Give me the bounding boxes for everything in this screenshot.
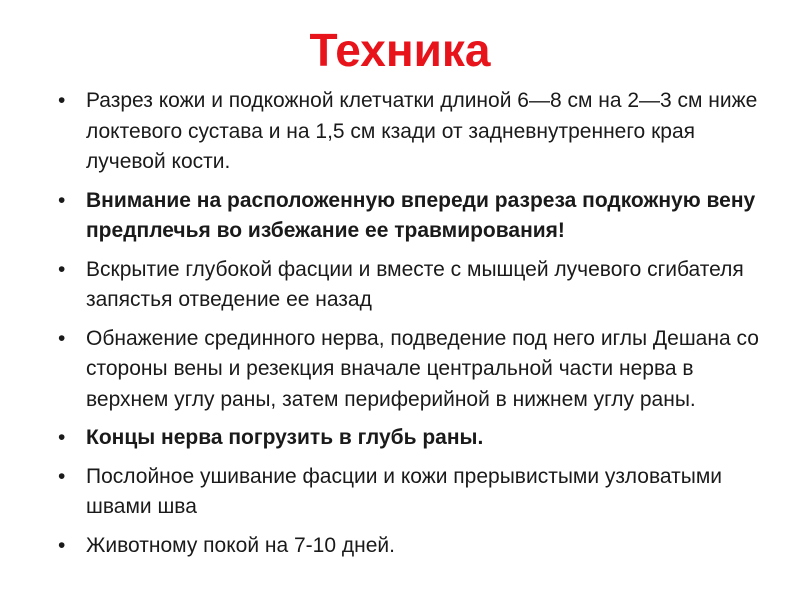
bullet-item [56,531,776,562]
bullet-item [56,423,776,454]
bullet-text: Внимание на расположенную впереди разреза подкожную вену предплечья во избежание ее травмирования! [86,188,756,242]
bullet-item [56,462,776,523]
bullet-dot-icon: • [58,533,66,557]
bullet-dot-icon: • [58,89,66,112]
bullet-item [56,86,776,178]
bullet-item [56,324,776,416]
bullet-text: Вскрытие глубокой фасции и вместе с мышцей лучевого сгибателя запястья отведение ее назад [86,257,744,311]
bullet-text: Разрез кожи и подкожной клетчатки длиной 6—8 см на 2—3 см ниже локтевого сустава и на 1,5 см кзади от задневнутреннего края лучевой кости. [86,89,758,173]
bullet-text: Животному покой на 7-10 дней. [86,533,395,557]
bullet-dot-icon: • [58,426,66,449]
bullet-dot-icon: • [58,188,66,212]
slide-title: Техника [309,24,491,76]
bullet-text: Обнажение срединного нерва, подведение под него иглы Дешана со стороны вены и резекция вначале центральной части нерва в верхнем углу раны, затем периферийной в нижнем углу раны. [86,326,759,411]
bullet-dot-icon: • [58,326,66,350]
bullet-item [56,186,776,247]
bullet-dot-icon: • [58,257,66,281]
bullet-item [56,255,776,316]
bullet-text: Послойное ушивание фасции и кожи прерывистыми узловатыми швами шва [86,464,722,518]
bullet-list [56,86,776,569]
bullet-text: Концы нерва погрузить в глубь раны. [86,426,484,449]
bullet-dot-icon: • [58,464,66,488]
